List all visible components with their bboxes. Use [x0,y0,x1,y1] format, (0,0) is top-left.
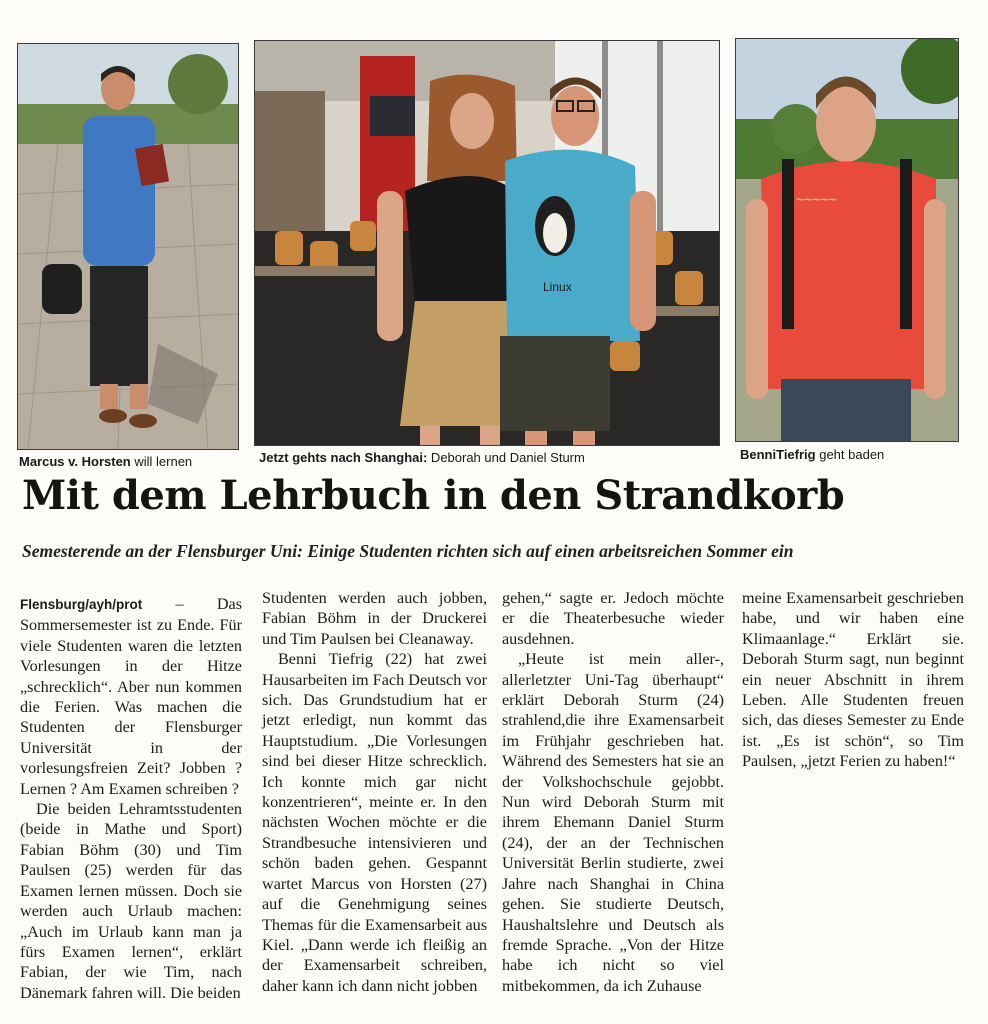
article-paragraph: Studenten werden auch jobben, Fabian Böhm in der Druckerei und Tim Paulsen bei Cleanaway. [262,589,487,648]
article-dateline: Flensburg/ayh/prot [20,597,143,612]
caption-text: will lernen [130,454,193,469]
article-column-3 [502,588,724,996]
caption-name: Marcus v. Horsten [19,454,131,469]
article-column-1 [20,594,242,1003]
caption-name: BenniTiefrig [740,447,816,462]
caption-text: Deborah und Daniel Sturm [427,450,585,465]
tshirt-print: Linux [543,280,572,294]
tshirt-graphic: ~~~~~ [796,191,837,207]
caption-name: Jetzt gehts nach Shanghai: [259,450,428,465]
article-column-2 [262,588,487,996]
photo-caption-benni [740,447,884,462]
photo-caption-marcus [19,454,192,469]
article-paragraph: meine Examensarbeit geschrieben habe, und wir haben eine Klimaanlage.“ Erklärt sie. Deborah Sturm sagt, nun beginnt ein neuer Abschnitt in ihrem Leben. Alle Studenten freuen sich, das dieses Semester zu Ende ist. „Es ist schön“, so Tim Paulsen, „jetzt Ferien zu haben!“ [742,589,965,771]
photo-marcus [17,43,239,450]
article-paragraph: Flensburg/ayh/prot – Das Sommersemester ist zu Ende. Für viele Studenten waren die letzten Vorlesungen in der Hitze „schrecklich“. Aber nun kommen die Ferien. Was machen die Studenten der Flensburger Universität in der vorlesungsfreien Zeit? Jobben ? Lernen ? Am Examen schreiben ? [20,595,243,798]
article-paragraph: Die beiden Lehramtsstudenten (beide in Mathe und Sport) Fabian Böhm (30) und Tim Paulsen (25) werden für das Examen lernen müssen. Doch sie werden auch Urlaub machen: „Auch im Urlaub kann man ja fürs Examen lernen“, erklärt Fabian, der wie Tim, nach Dänemark fahren will. Die beiden [20,800,243,1002]
photo-benni-image [736,39,958,441]
article-column-4 [742,588,964,772]
article-paragraph: Benni Tiefrig (22) hat zwei Hausarbeiten im Fach Deutsch vor sich. Das Grundstudium hat er jetzt erledigt, nun kommt das Hauptstudium. „Die Vorlesungen sind bei dieser Hitze schrecklich. Ich konnte mich gar nicht konzentrieren“, meinte er. In den nächsten Wochen möchte er die Strandbesuche intensivieren und schön baden gehen. Gespannt wartet Marcus von Horsten (27) auf die Genehmigung seines Themas für die Examensarbeit aus Kiel. „Dann werde ich fleißig an der Examensarbeit schreiben, daher kann ich dann nicht jobben [262,650,488,995]
photo-marcus-image [18,44,238,449]
photo-deborah-daniel-image [255,41,719,445]
article-paragraph: „Heute ist mein aller-, allerletzter Uni-Tag überhaupt“ erklärt Deborah Sturm (24) strahlend,die ihre Examensarbeit im Frühjahr geschrieben hat. Während des Semesters hat sie an der Volkshochschule gejobbt. Nun wird Deborah Sturm mit ihrem Ehemann Daniel Sturm (24), der an der Technischen Universität Berlin studierte, zwei Jahre nach Shanghai in China gehen. Sie studierte Deutsch, Haushaltslehre und Deutsch als fremde Sprache. „Von der Hitze habe ich nicht so viel mitbekommen, da ich Zuhause [502,650,725,995]
article-headline: Mit dem Lehrbuch in den Strandkorb [22,472,845,519]
article-subheadline: Semesterende an der Flensburger Uni: Einige Studenten richten sich auf einen arbeitsreichen Sommer ein [22,541,794,561]
photo-benni [735,38,959,442]
caption-text: geht baden [815,447,885,462]
photo-deborah-daniel [254,40,720,446]
photo-caption-deborah-daniel [259,450,585,465]
article-paragraph: gehen,“ sagte er. Jedoch möchte er die Theaterbesuche wieder ausdehnen. [502,589,724,648]
